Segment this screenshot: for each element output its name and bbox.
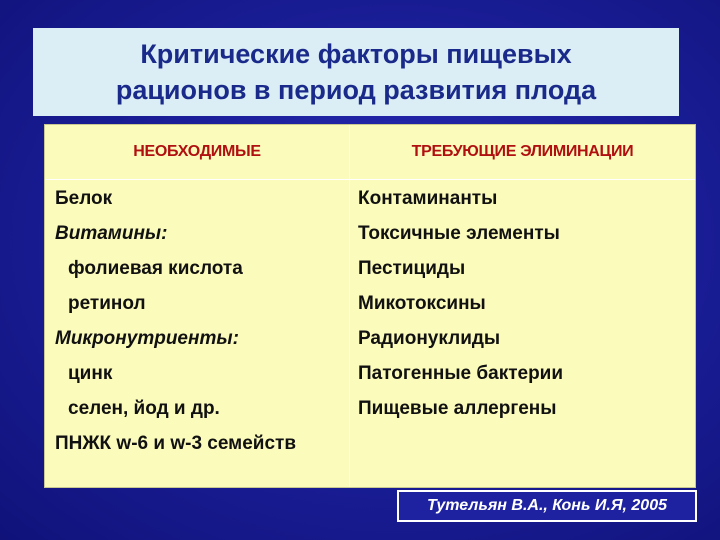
citation-box: Тутельян В.А., Конь И.Я, 2005 — [397, 490, 697, 522]
necessary-item-vitamins: Витамины: — [55, 223, 168, 244]
necessary-item-folic-acid: фолиевая кислота — [68, 258, 243, 279]
elimination-item-pesticides: Пестициды — [358, 258, 466, 279]
elimination-item-food-allergens: Пищевые аллергены — [358, 398, 557, 419]
necessary-item-micronutrients: Микронутриенты: — [55, 328, 239, 349]
necessary-item-pufa: ПНЖК w-6 и w-3 семейств — [55, 433, 297, 454]
elimination-item-pathogenic-bacteria: Патогенные бактерии — [358, 363, 564, 384]
necessary-column — [55, 187, 345, 456]
elimination-item-mycotoxins: Микотоксины — [358, 293, 486, 314]
header-divider — [45, 179, 695, 180]
necessary-item-zinc: цинк — [68, 363, 113, 384]
elimination-column — [358, 187, 688, 432]
slide-title-line-2: рационов в период развития плода — [115, 75, 597, 105]
title-box — [33, 28, 679, 116]
necessary-item-protein: Белок — [55, 188, 113, 209]
elimination-item-contaminants: Контаминанты — [358, 188, 498, 209]
elimination-item-toxic-elements: Токсичные элементы — [358, 223, 560, 244]
factors-table — [44, 124, 696, 488]
necessary-item-retinol: ретинол — [68, 293, 146, 314]
header-elimination: ТРЕБУЮЩИЕ ЭЛИМИНАЦИИ — [411, 143, 634, 160]
slide-title-line-1: Критические факторы пищевых — [140, 39, 572, 69]
header-necessary: НЕОБХОДИМЫЕ — [133, 143, 261, 160]
necessary-item-selenium-iodine: селен, йод и др. — [68, 398, 220, 419]
elimination-item-radionuclides: Радионуклиды — [358, 328, 501, 349]
